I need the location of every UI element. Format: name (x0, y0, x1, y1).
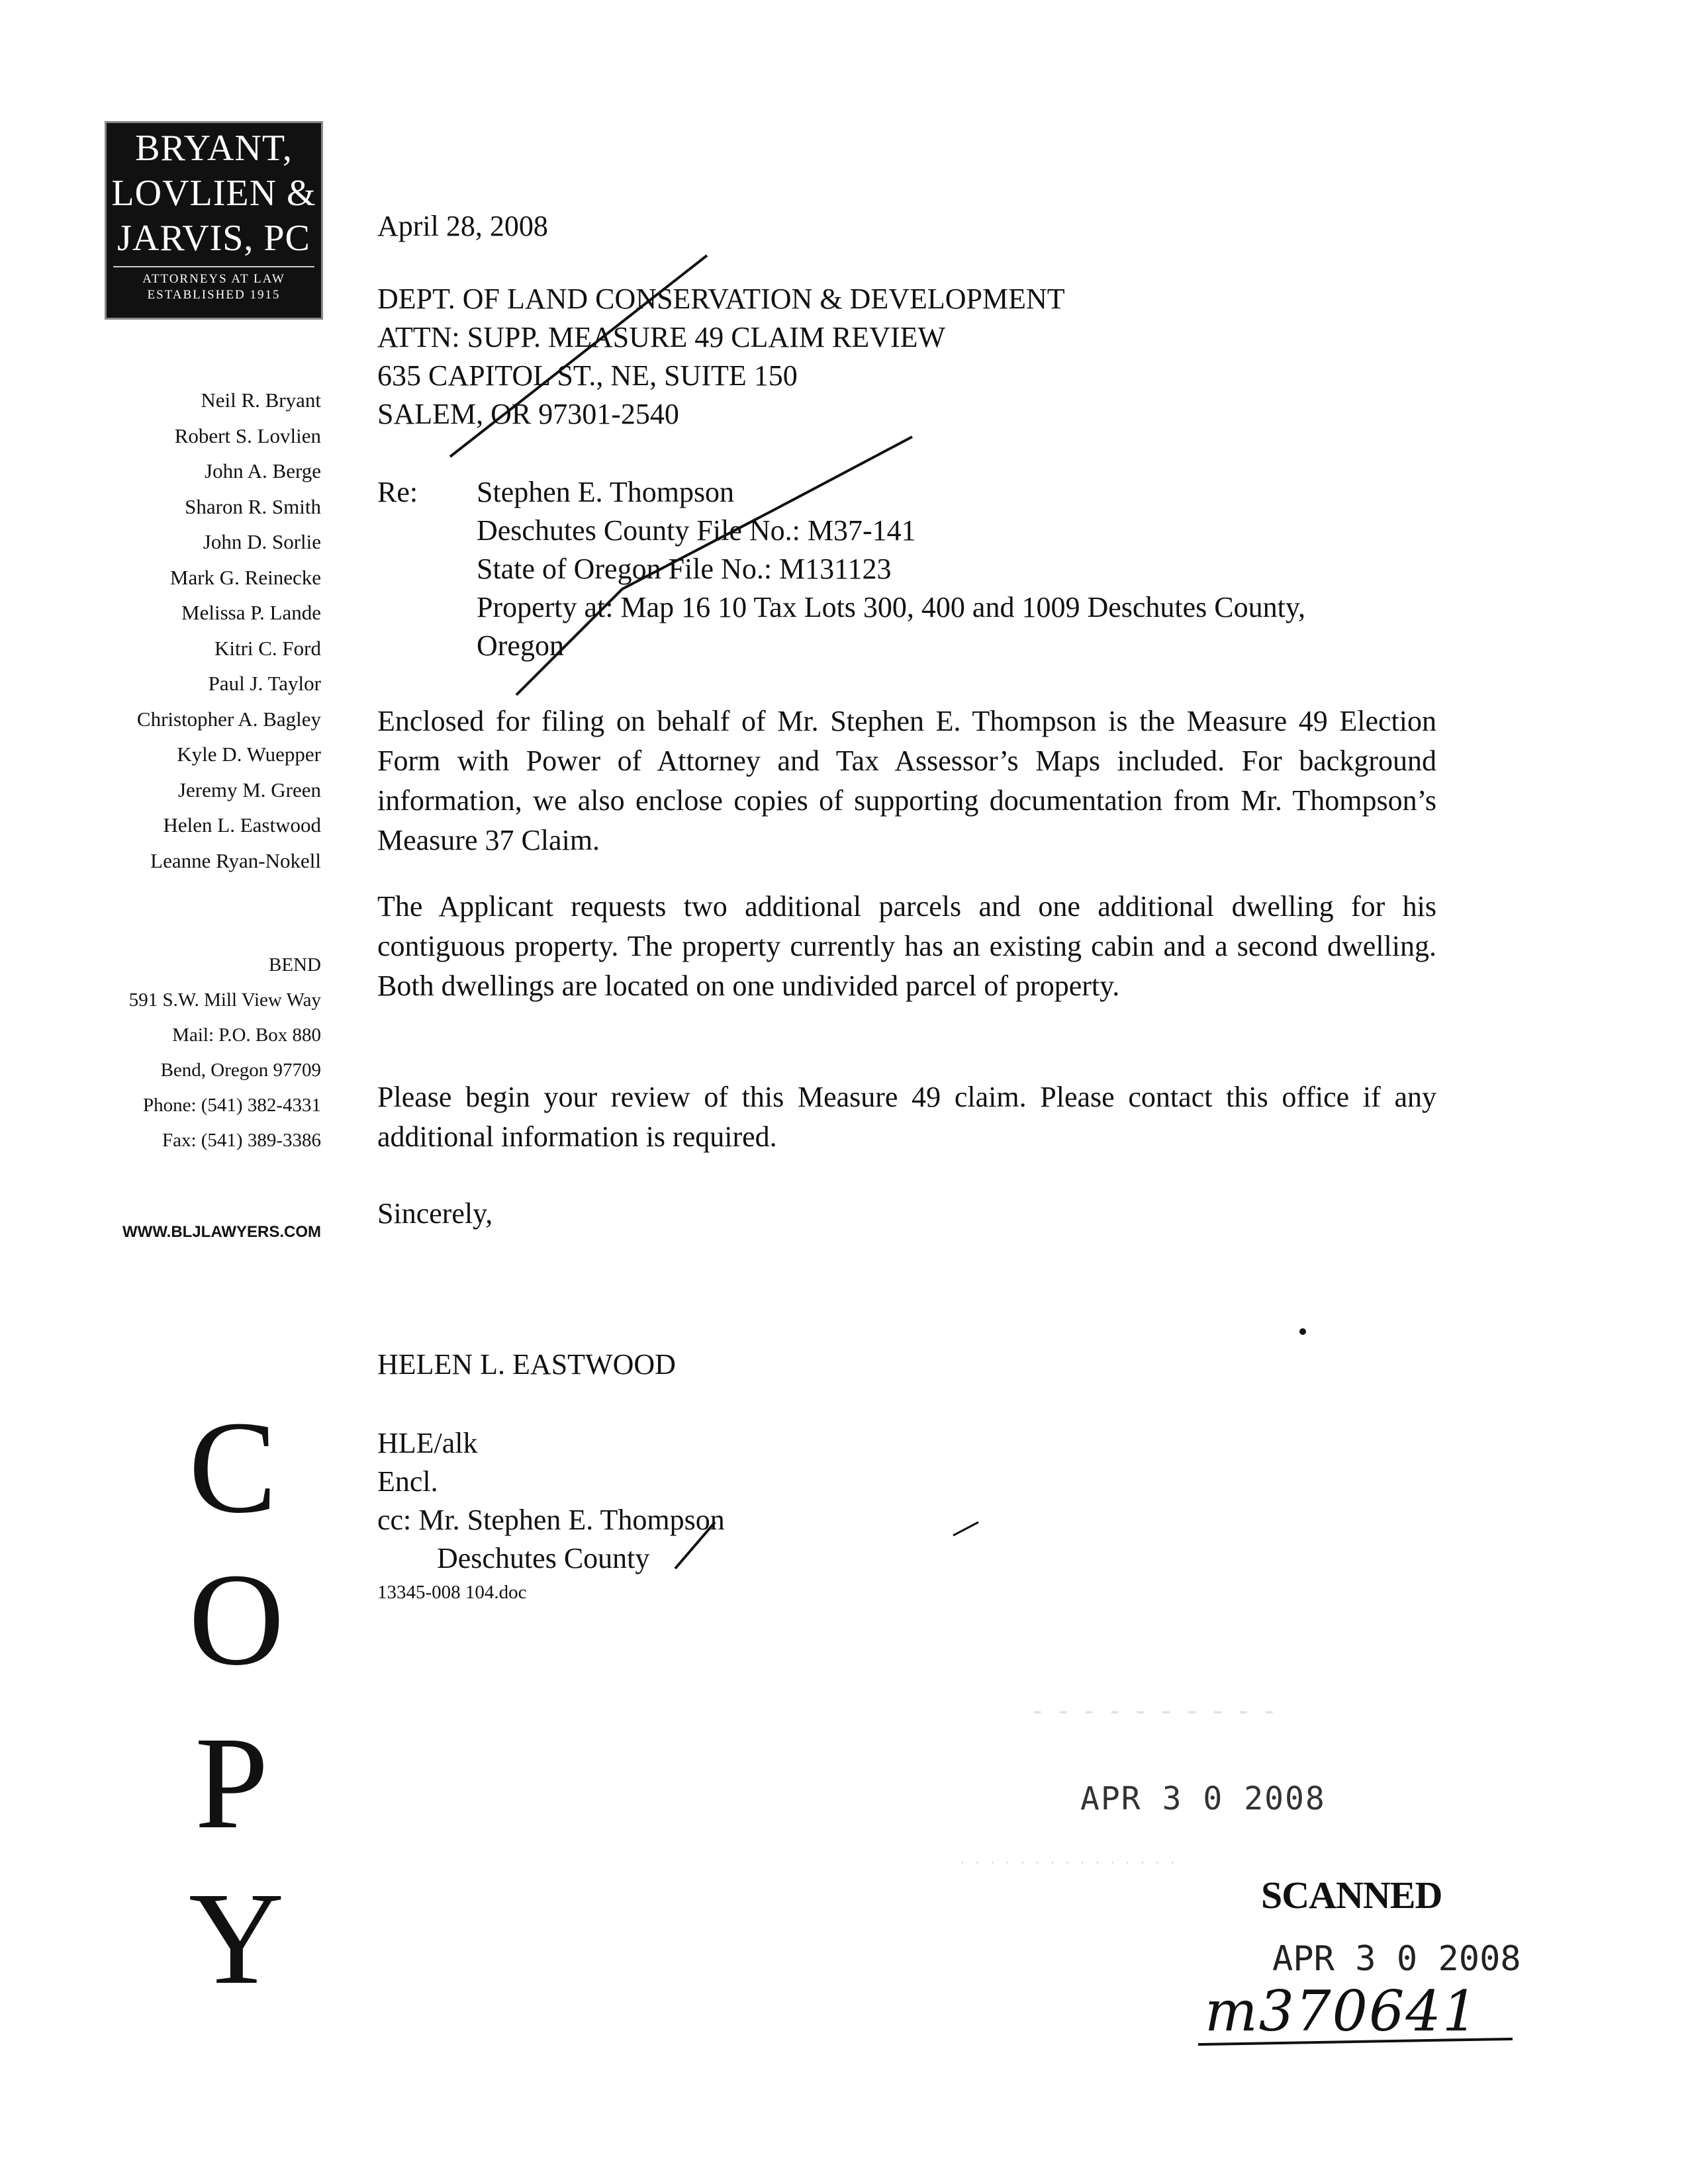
logo-line-2: LOVLIEN & (111, 173, 316, 214)
copy-stamp-letter: Y (189, 1866, 285, 2012)
re-label: Re: (377, 476, 418, 508)
attorney-name: Helen L. Eastwood (163, 813, 321, 837)
attorney-list (60, 383, 321, 878)
attorney-name: John D. Sorlie (203, 530, 321, 553)
attorney-name: Kyle D. Wuepper (177, 743, 321, 766)
attorney-name: Paul J. Taylor (208, 672, 321, 695)
cc-line: cc: Mr. Stephen E. Thompson (377, 1504, 725, 1536)
logo-line-3: JARVIS, PC (117, 218, 310, 259)
logo-divider (113, 266, 314, 267)
signer-name: HELEN L. EASTWOOD (377, 1348, 676, 1381)
copy-stamp-letter: C (189, 1394, 277, 1541)
closing: Sincerely, (377, 1197, 493, 1230)
body-paragraph: The Applicant requests two additional parcels and one additional dwelling for his contiguous property. The property currently has an existing cabin and a second dwelling. Both dwellings are located on one undivided parcel of property. (377, 890, 1436, 1002)
logo-tagline-1: ATTORNEYS AT LAW (142, 272, 285, 286)
attorney-name: Mark G. Reinecke (169, 565, 321, 589)
document-reference: 13345-008 104.doc (377, 1582, 527, 1603)
attorney-name: Jeremy M. Green (177, 778, 321, 801)
cc-line: Deschutes County (437, 1542, 650, 1574)
copy-stamp-letter: O (189, 1547, 285, 1693)
initials: HLE/alk (377, 1427, 478, 1459)
re-line: Property at: Map 16 10 Tax Lots 300, 400 and 1009 Deschutes County, (477, 591, 1306, 623)
office-phone: Phone: (541) 382-4331 (142, 1095, 321, 1116)
body-paragraph: Please begin your review of this Measure 49 claim. Please contact this office if any additional information is required. (377, 1081, 1436, 1153)
logo-tagline-2: ESTABLISHED 1915 (147, 288, 281, 302)
faint-received-stamp: - - - - - - - - - - (1033, 1694, 1278, 1727)
office-fax: Fax: (541) 389-3386 (162, 1130, 321, 1151)
attorney-name: Melissa P. Lande (181, 601, 321, 624)
attorney-name: Christopher A. Bagley (136, 707, 321, 731)
letter-date: April 28, 2008 (377, 210, 548, 242)
scanned-date-stamp: APR 3 0 2008 (1272, 1939, 1521, 1979)
body-paragraph: Enclosed for filing on behalf of Mr. Stephen E. Thompson is the Measure 49 Election Form with Power of Attorney and Tax Assessor’s Maps included. For background information, we also enclose copies of supporting documentation from Mr. Thompson’s Measure 37 Claim. (377, 705, 1436, 856)
office-mail: Mail: P.O. Box 880 (172, 1024, 321, 1046)
logo-line-1: BRYANT, (135, 128, 293, 169)
attorney-name: John A. Berge (205, 459, 321, 482)
recipient-line: DEPT. OF LAND CONSERVATION & DEVELOPMENT (377, 283, 1065, 315)
attorney-name: Kitri C. Ford (214, 636, 321, 660)
office-city: BEND (269, 954, 321, 976)
enclosure: Encl. (377, 1465, 438, 1498)
recipient-line: ATTN: SUPP. MEASURE 49 CLAIM REVIEW (377, 321, 946, 353)
firm-website: WWW.BLJLAWYERS.COM (122, 1223, 321, 1241)
scanned-stamp: SCANNED (1261, 1874, 1442, 1917)
recipient-line: SALEM, OR 97301-2540 (377, 398, 679, 430)
re-line: Oregon (477, 629, 564, 662)
faint-stamp-noise: · · · · · · · · · · · · · · · (960, 1853, 1178, 1871)
office-street: 591 S.W. Mill View Way (128, 989, 321, 1011)
handwritten-reference: m370641 (1205, 1979, 1479, 2044)
re-line: State of Oregon File No.: M131123 (477, 553, 892, 585)
attorney-name: Robert S. Lovlien (174, 424, 321, 447)
re-line: Stephen E. Thompson (477, 476, 735, 508)
re-line: Deschutes County File No.: M37-141 (477, 514, 916, 547)
office-address (60, 948, 321, 1158)
attorney-name: Leanne Ryan-Nokell (150, 848, 321, 872)
office-citystate: Bend, Oregon 97709 (160, 1060, 321, 1081)
recipient-line: 635 CAPITOL ST., NE, SUITE 150 (377, 359, 798, 392)
attorney-name: Sharon R. Smith (185, 494, 321, 518)
attorney-name: Neil R. Bryant (201, 388, 321, 412)
copy-stamp-letter: P (195, 1710, 269, 1856)
received-date-stamp: APR 3 0 2008 (1080, 1780, 1326, 1817)
firm-logo (105, 121, 323, 320)
